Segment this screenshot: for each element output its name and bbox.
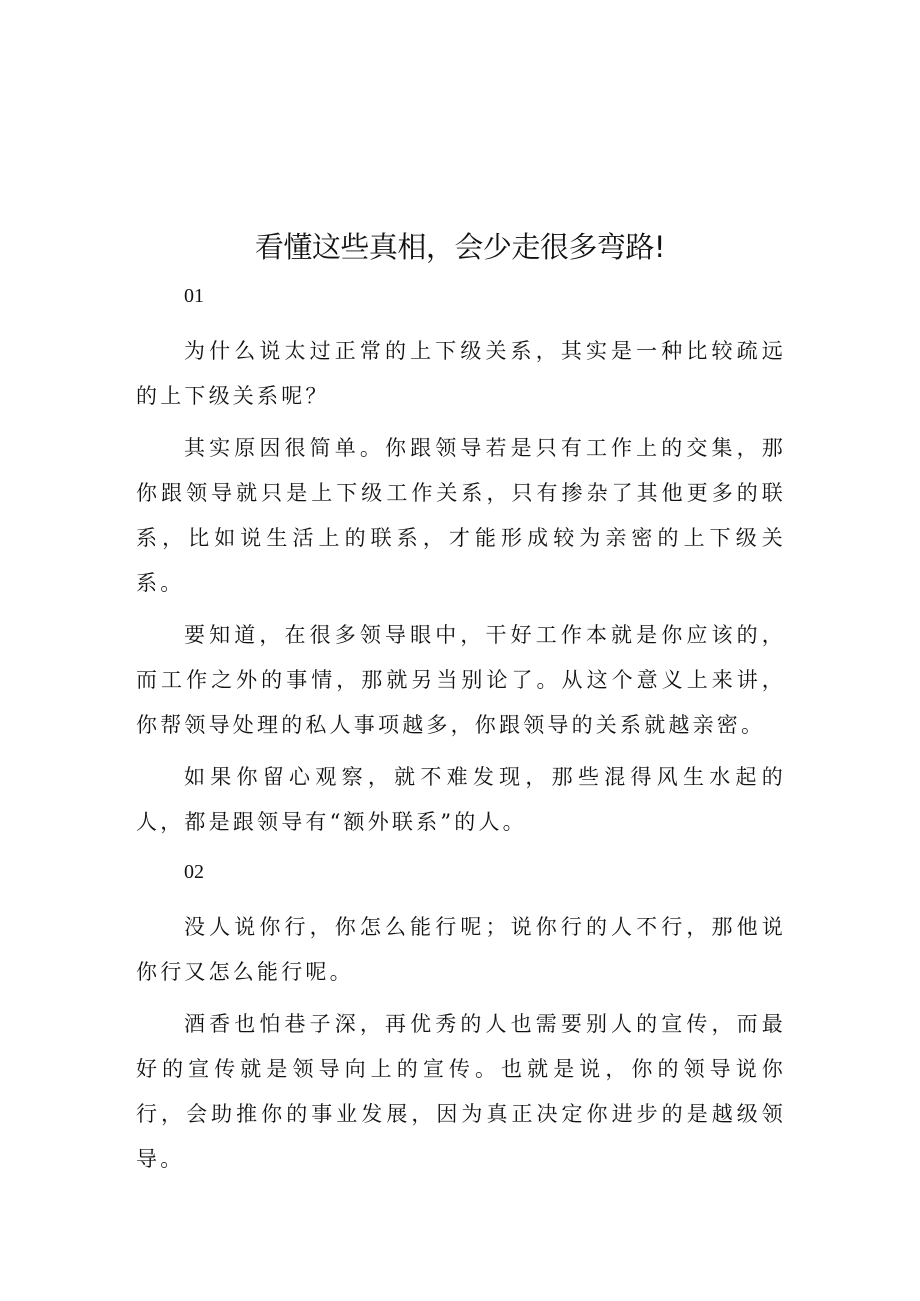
document-body bbox=[136, 276, 786, 1182]
section-01 bbox=[136, 276, 786, 845]
paragraph: 没人说你行，你怎么能行呢；说你行的人不行，那他说你行又怎么能行呢。 bbox=[136, 915, 786, 984]
section-number: 01 bbox=[184, 285, 204, 307]
document-title: 看懂这些真相，会少走很多弯路! bbox=[254, 230, 666, 264]
paragraph: 其实原因很简单。你跟领导若是只有工作上的交集，那你跟领导就只是上下级工作关系，只有掺杂了其他更多的联系，比如说生活上的联系，才能形成较为亲密的上下级关系。 bbox=[136, 436, 786, 595]
paragraph: 要知道，在很多领导眼中，干好工作本就是你应该的，而工作之外的事情，那就另当别论了。从这个意义上来讲，你帮领导处理的私人事项越多，你跟领导的关系就越亲密。 bbox=[136, 623, 786, 737]
paragraph: 为什么说太过正常的上下级关系，其实是一种比较疏远的上下级关系呢？ bbox=[136, 339, 786, 408]
section-02 bbox=[136, 852, 786, 1182]
paragraph: 如果你留心观察，就不难发现，那些混得风生水起的人，都是跟领导有“额外联系”的人。 bbox=[136, 765, 786, 834]
section-number: 02 bbox=[184, 861, 204, 883]
paragraph: 酒香也怕巷子深，再优秀的人也需要别人的宣传，而最好的宣传就是领导向上的宣传。也就是说，你的领导说你行，会助推你的事业发展，因为真正决定你进步的是越级领导。 bbox=[136, 1012, 786, 1171]
